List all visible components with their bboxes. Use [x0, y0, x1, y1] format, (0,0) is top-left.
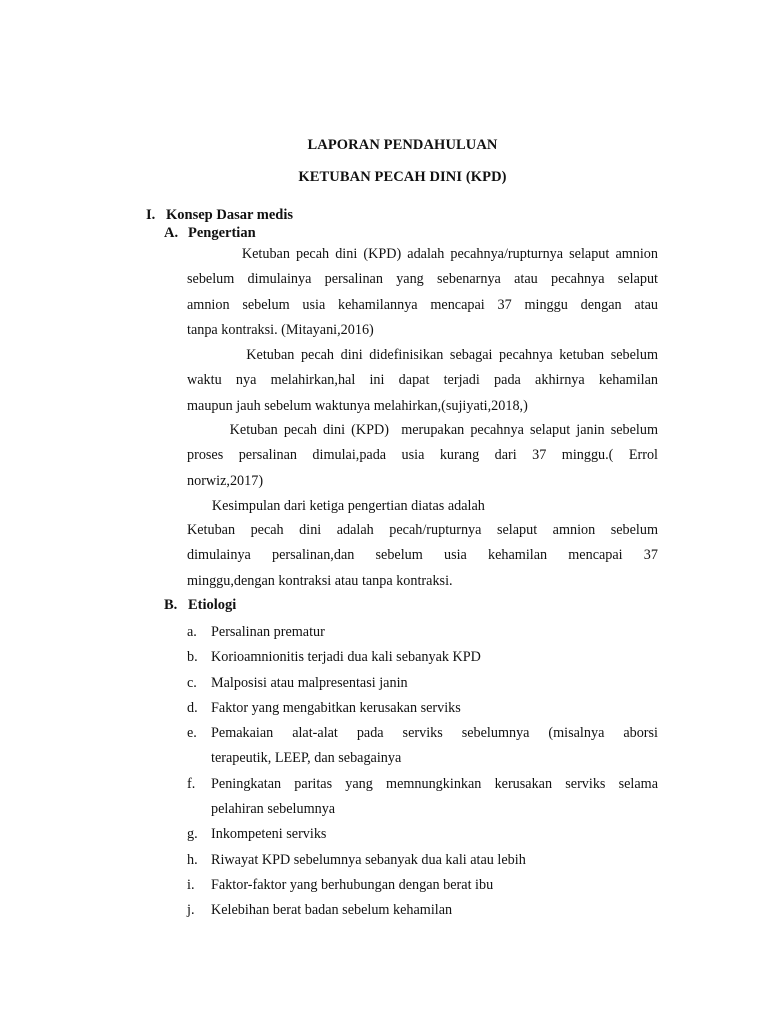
paragraph-5: [187, 518, 658, 594]
list-item: [187, 873, 658, 898]
list-item-text: Faktor-faktor yang berhubungan dengan berat ibu: [211, 876, 494, 893]
section-heading-i: [146, 207, 293, 224]
list-item-text: Malposisi atau malpresentasi janin: [211, 674, 408, 691]
subsection-number: B.: [164, 597, 178, 613]
section-number: I.: [146, 207, 156, 223]
paragraph-line: waktu nya melahirkan,hal ini dapat terjadi pada akhirnya kehamilan: [187, 372, 658, 389]
list-item-text: terapeutik, LEEP, dan sebagainya: [211, 750, 402, 767]
paragraph-line: minggu,dengan kontraksi atau tanpa kontraksi.: [187, 572, 453, 589]
paragraph-line: dimulainya persalinan,dan sebelum usia kehamilan mencapai 37: [187, 547, 658, 564]
list-item-letter: a.: [187, 624, 197, 640]
paragraph-4: [187, 494, 658, 519]
list-item-text: Inkompeteni serviks: [211, 826, 327, 843]
paragraph-line: norwiz,2017): [187, 472, 264, 489]
list-item-text: Faktor yang mengabitkan kerusakan serviks: [211, 699, 461, 716]
list-item-text: Korioamnionitis terjadi dua kali sebanyak KPD: [211, 649, 481, 666]
paragraph-2: [187, 343, 658, 419]
etiologi-list: [187, 620, 658, 924]
list-item-text: Riwayat KPD sebelumnya sebanyak dua kali atau lebih: [211, 851, 526, 868]
list-item: [187, 898, 658, 923]
list-item-text: Kelebihan berat badan sebelum kehamilan: [211, 902, 453, 919]
list-item-letter: h.: [187, 851, 198, 868]
list-item-letter: g.: [187, 826, 198, 843]
document-title: LAPORAN PENDAHULUAN: [307, 137, 498, 153]
subsection-heading-b: [164, 597, 236, 614]
paragraph-line: Ketuban pecah dini didefinisikan sebagai pecahnya ketuban sebelum: [187, 347, 658, 363]
list-item-letter: j.: [187, 902, 195, 919]
list-item: [187, 848, 658, 873]
list-item: [187, 620, 658, 645]
list-item: [187, 645, 658, 670]
list-item-letter: c.: [187, 674, 197, 691]
list-item-letter: f.: [187, 775, 196, 792]
paragraph-line: sebelum dimulainya persalinan yang sebenarnya atau pecahnya selaput: [187, 271, 658, 288]
subsection-label: Pengertian: [188, 225, 256, 241]
subsection-number: A.: [164, 225, 179, 241]
paragraph-line: proses persalinan dimulai,pada usia kurang dari 37 minggu.( Errol: [187, 447, 658, 464]
paragraph-line: Ketuban pecah dini (KPD) merupakan pecahnya selaput janin sebelum: [187, 422, 658, 438]
list-item-text: Peningkatan paritas yang memnungkinkan kerusakan serviks selama: [211, 775, 658, 792]
document-subtitle: KETUBAN PECAH DINI (KPD): [298, 169, 507, 185]
paragraph-line: Ketuban pecah dini adalah pecah/rupturnya selaput amnion sebelum: [187, 522, 658, 538]
list-item-text: pelahiran sebelumnya: [211, 801, 336, 818]
paragraph-3: [187, 418, 658, 494]
subsection-heading-a: [164, 225, 256, 242]
paragraph-line: Ketuban pecah dini (KPD) adalah pecahnya/rupturnya selaput amnion: [187, 246, 658, 262]
subsection-label: Etiologi: [188, 597, 237, 613]
list-item-letter: i.: [187, 876, 195, 893]
list-item-text: Pemakaian alat-alat pada serviks sebelumnya (misalnya aborsi: [211, 725, 658, 742]
list-item-letter: d.: [187, 699, 198, 716]
list-item-text: Persalinan prematur: [211, 624, 325, 640]
list-item: [187, 671, 658, 696]
paragraph-1: [187, 242, 658, 343]
list-item: [187, 721, 658, 772]
list-item: [187, 772, 658, 823]
section-label: Konsep Dasar medis: [166, 207, 294, 223]
list-item-letter: e.: [187, 725, 197, 742]
list-item-letter: b.: [187, 649, 198, 666]
paragraph-line: tanpa kontraksi. (Mitayani,2016): [187, 321, 374, 338]
paragraph-line: maupun jauh sebelum waktunya melahirkan,(sujiyati,2018,): [187, 397, 528, 414]
paragraph-line: amnion sebelum usia kehamilannya mencapai 37 minggu dengan atau: [187, 296, 658, 313]
list-item: [187, 822, 658, 847]
list-item: [187, 696, 658, 721]
paragraph-line: Kesimpulan dari ketiga pengertian diatas adalah: [187, 498, 485, 514]
